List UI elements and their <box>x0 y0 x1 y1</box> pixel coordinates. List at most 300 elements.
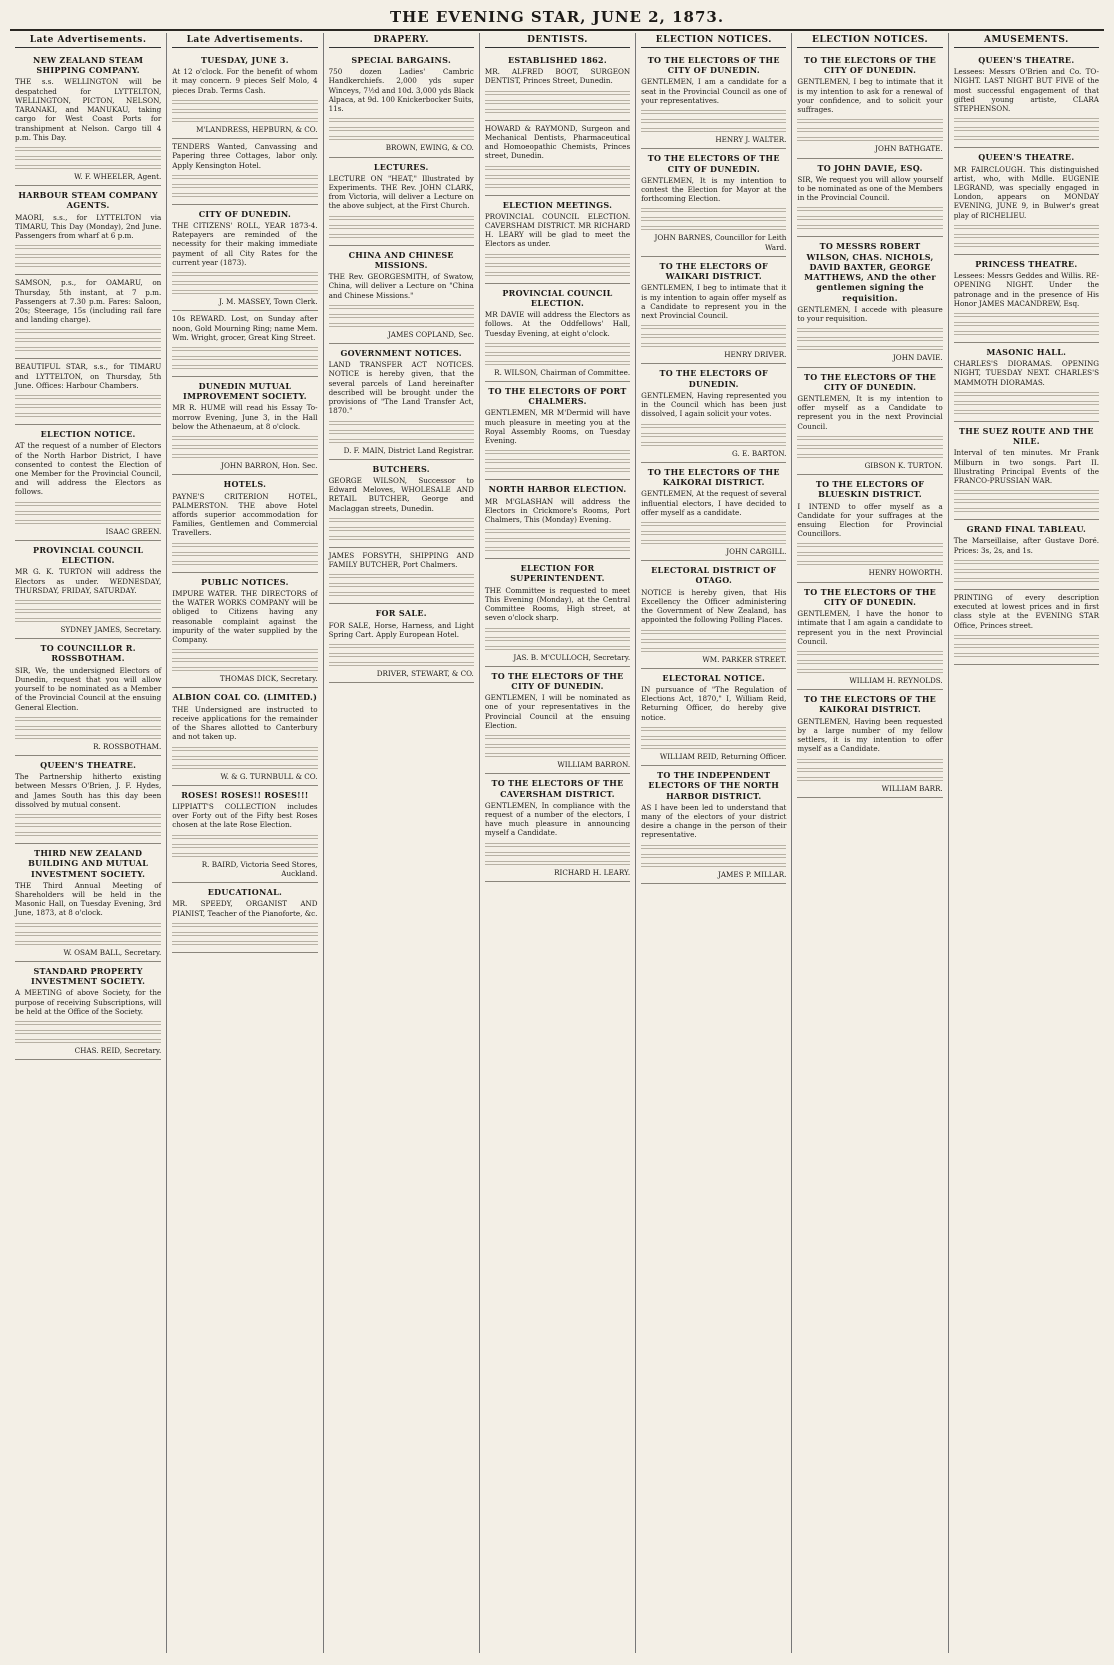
column-3 <box>323 33 479 1653</box>
ad-title: TO THE ELECTORS OF THE CAVERSHAM DISTRICT. <box>491 778 624 799</box>
text-lines <box>797 757 942 763</box>
text-lines <box>954 576 1099 582</box>
text-lines <box>329 525 474 531</box>
text-lines <box>329 312 474 318</box>
text-lines <box>15 616 161 622</box>
ad-signature: R. ROSSBOTHAM. <box>93 741 162 751</box>
columns-container <box>10 33 1104 1653</box>
text-lines <box>172 550 317 556</box>
ad-body: CHARLES'S DIORAMAS. OPENING NIGHT, TUESDAY NEXT. CHARLES'S MAMMOTH DIORAMAS. <box>953 359 1099 387</box>
ad-body: GENTLEMEN, Having represented you in the Council which has been just dissolved, I again solicit your votes. <box>641 390 787 419</box>
text-lines <box>797 550 942 556</box>
ad-title: PRINCESS THEATRE. <box>975 258 1078 269</box>
text-lines <box>15 598 161 604</box>
text-lines <box>485 527 630 533</box>
advertisement <box>172 311 317 377</box>
ad-signature: CHAS. REID, Secretary. <box>74 1046 162 1056</box>
text-lines <box>172 921 317 927</box>
ad-title: TO MESSRS ROBERT WILSON, CHAS. NICHOLS, DAVID BAXTER, GEORGE MATTHEWS, AND the other gentlemen signing the requisition. <box>804 241 936 303</box>
text-lines <box>485 742 630 748</box>
text-lines <box>15 145 161 151</box>
text-lines <box>485 644 630 650</box>
text-lines <box>797 126 942 132</box>
advertisement <box>485 284 630 382</box>
text-lines <box>485 107 630 113</box>
text-lines <box>172 763 317 769</box>
text-lines <box>172 107 317 113</box>
text-lines <box>641 538 786 544</box>
ad-title: GOVERNMENT NOTICES. <box>340 348 462 358</box>
ad-body: FOR SALE, Horse, Harness, and Light Spring Cart. Apply European Hotel. <box>328 620 474 639</box>
ad-body: The Marseillaise, after Gustave Doré. Prices: 3s, 2s, and 1s. <box>953 536 1099 555</box>
text-lines <box>172 833 317 839</box>
ad-title: TO THE ELECTORS OF PORT CHALMERS. <box>488 386 627 407</box>
advertisement <box>797 51 942 159</box>
ad-signature: THOMAS DICK, Secretary. <box>219 674 318 684</box>
column-1 <box>10 33 166 1653</box>
text-lines <box>797 326 942 332</box>
advertisement <box>797 583 942 691</box>
text-lines <box>954 134 1099 140</box>
ad-body: IMPURE WATER. THE DIRECTORS of the WATER WORKS COMPANY will be obliged to Citizens having any reasonable complaint against the impurity of the water supplied by the Company. <box>172 588 318 644</box>
text-lines <box>954 408 1099 414</box>
ad-body: GENTLEMEN, I accede with pleasure to your requisition. <box>797 304 943 324</box>
text-lines <box>172 930 317 936</box>
advertisement <box>641 257 786 365</box>
ad-signature: BROWN, EWING, & CO. <box>385 143 474 153</box>
ad-body: GENTLEMEN, In compliance with the request of a number of the electors, I have much pleasure in announcing myself a Candidate. <box>484 800 631 838</box>
ad-signature: W. OSAM BALL, Secretary. <box>63 947 162 957</box>
text-lines <box>954 320 1099 326</box>
advertisement <box>172 139 317 205</box>
text-lines <box>329 303 474 309</box>
ad-signature: J. M. MASSEY, Town Clerk. <box>219 297 318 307</box>
text-lines <box>15 336 161 342</box>
text-lines <box>15 261 161 267</box>
ad-body: PAYNE'S CRITERION HOTEL, PALMERSTON. THE above Hotel affords superior accommodation for Families, Gentlemen and Commercial Travellers. <box>172 491 318 538</box>
text-lines <box>641 431 786 437</box>
ad-body: GENTLEMEN, I am a candidate for a seat in the Provincial Council as one of your representatives. <box>641 77 787 105</box>
text-lines <box>172 270 317 276</box>
text-lines <box>172 443 317 449</box>
text-lines <box>329 134 474 140</box>
ad-body: THE Undersigned are instructed to receive applications for the remainder of the Shares allotted to Canterbury and not taken up. <box>172 704 318 742</box>
ad-body: MR FAIRCLOUGH. This distinguished artist, who, with Mdlle. EUGENIE LEGRAND, was specially engaged in London, appears on MONDAY EVENING, JUNE 9, in Bulwer's great play of RICHELIEU. <box>953 164 1099 220</box>
ad-body: GENTLEMEN, MR M'Dermid will have much pleasure in meeting you at the Royal Assembly Rooms, on Tuesday Evening. <box>484 408 631 446</box>
text-lines <box>172 754 317 760</box>
ad-body: BEAUTIFUL STAR, s.s., for TIMARU and LYTTELTON, on Thursday, 5th June. Offices: Harbour Chambers. <box>15 362 162 390</box>
ad-title: NORTH HARBOR ELECTION. <box>488 484 627 495</box>
text-lines <box>485 626 630 632</box>
ad-title: LECTURES. <box>373 161 429 172</box>
column-heading: Late Advertisements. <box>172 33 317 48</box>
text-lines <box>172 434 317 440</box>
column-6 <box>791 33 947 1653</box>
ad-body: TENDERS Wanted, Canvassing and Papering three Cottages, labor only. Apply Kensington Hotel. <box>172 142 318 170</box>
ad-body: MR M'GLASHAN will address the Electors in Crickmore's Rooms, Port Chalmers, This (Monday) Evening. <box>484 496 631 525</box>
ad-body: GENTLEMEN, At the request of several influential electors, I have decided to offer myself as a candidate. <box>641 489 787 517</box>
text-lines <box>954 399 1099 405</box>
ad-body: MR R. HUME will read his Essay To-morrow Evening, June 3, in the Hall below the Athenaeum, at 8 o'clock. <box>172 403 318 431</box>
advertisement <box>15 756 161 844</box>
text-lines <box>641 628 786 634</box>
ad-title: TO THE ELECTORS OF THE CITY OF DUNEDIN. <box>647 153 780 174</box>
text-lines <box>641 646 786 652</box>
text-lines <box>172 354 317 360</box>
text-lines <box>329 214 474 220</box>
text-lines <box>954 241 1099 247</box>
ad-title: HARBOUR STEAM COMPANY AGENTS. <box>18 190 158 211</box>
ad-signature: ISAAC GREEN. <box>105 526 162 536</box>
column-heading: Late Advertisements. <box>15 33 161 48</box>
ad-title: CITY OF DUNEDIN. <box>198 208 292 219</box>
advertisement <box>797 475 942 583</box>
ad-title: TO THE ELECTORS OF WAIKARI DISTRICT. <box>659 260 769 282</box>
ad-body: PROVINCIAL COUNCIL ELECTION. CAVERSHAM DISTRICT. MR RICHARD H. LEARY will be glad to meet the Electors as under. <box>484 211 631 249</box>
ad-title: PUBLIC NOTICES. <box>201 576 289 587</box>
text-lines <box>329 660 474 666</box>
text-lines <box>797 649 942 655</box>
text-lines <box>954 651 1099 657</box>
advertisement <box>329 246 474 344</box>
advertisement <box>641 149 786 257</box>
ad-signature: JOHN BARRON, Hon. Sec. <box>221 461 318 471</box>
ad-signature: WM. PARKER STREET. <box>702 654 787 664</box>
advertisement <box>15 639 161 756</box>
ad-body: LIPPIATT'S COLLECTION includes over Forty out of the Fifty best Roses chosen at the late Rose Election. <box>172 801 318 830</box>
ad-signature: JOHN DAVIE. <box>892 353 943 363</box>
ad-title: ESTABLISHED 1862. <box>507 55 608 65</box>
text-lines <box>15 939 161 945</box>
text-lines <box>797 452 942 458</box>
ad-body: GENTLEMEN, Having been requested by a large number of my fellow settlers, it is my intention to offer myself as a Candidate. <box>797 716 943 754</box>
text-lines <box>485 341 630 347</box>
text-lines <box>172 745 317 751</box>
text-lines <box>485 89 630 95</box>
advertisement <box>329 460 474 548</box>
column-4 <box>479 33 635 1653</box>
advertisement <box>172 205 317 312</box>
text-lines <box>15 921 161 927</box>
text-lines <box>172 452 317 458</box>
text-lines <box>329 428 474 434</box>
text-lines <box>15 1019 161 1025</box>
advertisement <box>485 51 630 121</box>
text-lines <box>172 173 317 179</box>
column-heading: DENTISTS. <box>485 33 630 48</box>
advertisement <box>954 422 1099 520</box>
ad-signature: JAMES P. MILLAR. <box>717 869 787 879</box>
advertisement <box>797 690 942 798</box>
text-lines <box>329 534 474 540</box>
text-lines <box>329 437 474 443</box>
text-lines <box>954 223 1099 229</box>
advertisement <box>797 237 942 367</box>
ad-body: At 12 o'clock. For the benefit of whom it may concern. 9 pieces Self Molo, 4 pieces Drab. Terms Cash. <box>172 67 318 95</box>
text-lines <box>485 448 630 454</box>
text-lines <box>485 359 630 365</box>
text-lines <box>485 859 630 865</box>
ad-title: ELECTION FOR SUPERINTENDENT. <box>510 563 605 584</box>
ad-body: GEORGE WILSON, Successor to Edward Meloves, WHOLESALE AND RETAIL BUTCHER, George and Maclaggan streets, Dunedin. <box>328 476 474 513</box>
advertisement <box>15 844 161 962</box>
text-lines <box>641 224 786 230</box>
advertisement <box>641 51 786 149</box>
text-lines <box>797 559 942 565</box>
text-lines <box>15 243 161 249</box>
text-lines <box>641 440 786 446</box>
text-lines <box>172 279 317 285</box>
advertisement <box>485 121 630 196</box>
advertisement <box>485 480 630 559</box>
ad-title: DUNEDIN MUTUAL IMPROVEMENT SOCIETY. <box>183 380 307 402</box>
text-lines <box>329 590 474 596</box>
ad-signature: WILLIAM BARRON. <box>557 760 631 770</box>
page-title: THE EVENING STAR, JUNE 2, 1873. <box>10 8 1104 31</box>
ad-body: The Partnership hitherto existing between Messrs O'Brien, J. F. Hydes, and James South has this day been dissolved by mutual consent. <box>15 772 162 809</box>
text-lines <box>329 516 474 522</box>
text-lines <box>172 288 317 294</box>
text-lines <box>15 252 161 258</box>
text-lines <box>172 647 317 653</box>
text-lines <box>15 154 161 160</box>
text-lines <box>329 651 474 657</box>
text-lines <box>172 939 317 945</box>
advertisement <box>641 766 786 884</box>
ad-title: TUESDAY, JUNE 3. <box>200 55 289 65</box>
ad-title: QUEEN'S THEATRE. <box>978 152 1075 163</box>
text-lines <box>15 1037 161 1043</box>
ad-body: JAMES FORSYTH, SHIPPING AND FAMILY BUTCHER, Port Chalmers. <box>328 550 474 570</box>
ad-signature: JOHN BARNES, Councillor for Leith Ward. <box>654 233 787 252</box>
ad-title: THIRD NEW ZEALAND BUILDING AND MUTUAL INVESTMENT SOCIETY. <box>28 848 149 879</box>
ad-title: STANDARD PROPERTY INVESTMENT SOCIETY. <box>31 965 146 987</box>
text-lines <box>797 541 942 547</box>
ad-signature: RICHARD H. LEARY. <box>554 867 631 877</box>
text-lines <box>641 206 786 212</box>
advertisement <box>641 463 786 561</box>
ad-body: GENTLEMEN, It is my intention to offer myself as a Candidate to represent you in the next Provincial Council. <box>797 393 943 431</box>
text-lines <box>797 205 942 211</box>
ad-body: IN pursuance of "The Regulation of Elections Act, 1870," I, William Reid, Returning Officer, do hereby give notice. <box>641 684 787 722</box>
ad-title: THE SUEZ ROUTE AND THE NILE. <box>958 425 1094 447</box>
ad-body: Interval of ten minutes. Mr Frank Milburn in two songs. Part II. Illustrating Principal Events of the FRANCO-PRUSSIAN WAR. <box>953 448 1099 485</box>
advertisement <box>954 590 1099 665</box>
text-lines <box>15 607 161 613</box>
ad-body: AT the request of a number of Electors of the North Harbor District, I have consented to contest the Election of one Member for the Provincial Council, and will address the Electors as follows. <box>15 441 162 497</box>
text-lines <box>485 457 630 463</box>
text-lines <box>15 812 161 818</box>
text-lines <box>954 116 1099 122</box>
text-lines <box>15 500 161 506</box>
advertisement <box>641 669 786 766</box>
advertisement <box>172 786 317 883</box>
ad-signature: WILLIAM REID, Returning Officer. <box>659 751 787 761</box>
text-lines <box>15 1028 161 1034</box>
ad-body: GENTLEMEN, I beg to intimate that it is my intention to again offer myself as a Candidate to represent you in the next Provincial Council. <box>641 283 787 321</box>
advertisement <box>954 255 1099 343</box>
text-lines <box>329 642 474 648</box>
ad-title: PROVINCIAL COUNCIL ELECTION. <box>502 287 613 308</box>
column-heading: ELECTION NOTICES. <box>641 33 786 48</box>
text-lines <box>15 733 161 739</box>
text-lines <box>172 851 317 857</box>
text-lines <box>954 488 1099 494</box>
text-lines <box>485 751 630 757</box>
text-lines <box>15 163 161 169</box>
text-lines <box>954 633 1099 639</box>
ad-body: 750 dozen Ladies' Cambric Handkerchiefs. 2,000 yds super Winceys, 7½d and 10d. 3,000 yds Black Alpaca, at 9d. 100 Knickerbocker Suits, 11s. <box>328 67 474 114</box>
text-lines <box>15 327 161 333</box>
advertisement <box>329 548 474 604</box>
text-lines <box>641 332 786 338</box>
text-lines <box>641 108 786 114</box>
advertisement <box>485 667 630 775</box>
text-lines <box>485 635 630 641</box>
text-lines <box>15 345 161 351</box>
text-lines <box>172 98 317 104</box>
ad-title: QUEEN'S THEATRE. <box>40 759 137 770</box>
ad-title: TO JOHN DAVIE, ESQ. <box>817 162 923 173</box>
ad-title: TO THE INDEPENDENT ELECTORS OF THE NORTH HARBOR DISTRICT. <box>648 770 780 801</box>
ad-body: I INTEND to offer myself as a Candidate for your suffrages at the ensuing Election for Provincial Councillors. <box>797 501 943 539</box>
text-lines <box>15 411 161 417</box>
text-lines <box>485 182 630 188</box>
ad-title: TO THE ELECTORS OF THE CITY OF DUNEDIN. <box>491 670 624 692</box>
ad-title: NEW ZEALAND STEAM SHIPPING COMPANY. <box>33 55 144 76</box>
ad-title: ELECTION MEETINGS. <box>502 199 613 210</box>
advertisement <box>954 520 1099 590</box>
ad-body: PRINTING of every description executed at lowest prices and in first class style at the EVENING STAR Office, Princes street. <box>953 592 1099 630</box>
text-lines <box>329 581 474 587</box>
text-lines <box>954 311 1099 317</box>
text-lines <box>954 390 1099 396</box>
text-lines <box>797 775 942 781</box>
ad-body: MAORI, s.s., for LYTTELTON via TIMARU, This Day (Monday), 2nd June. Passengers from wharf at 6 p.m. <box>15 212 162 241</box>
text-lines <box>641 422 786 428</box>
text-lines <box>641 743 786 749</box>
column-heading: ELECTION NOTICES. <box>797 33 942 48</box>
ad-body: THE Committee is requested to meet This Evening (Monday), at the Central Committee Rooms, High street, at seven o'clock sharp. <box>484 585 631 623</box>
ad-body: SIR, We, the undersigned Electors of Dunedin, request that you will allow yourself to be nominated as a Member of the Provincial Council at the ensuing General Election. <box>15 665 162 712</box>
ad-signature: W. & G. TURNBULL & CO. <box>220 771 318 781</box>
text-lines <box>797 223 942 229</box>
text-lines <box>485 733 630 739</box>
ad-title: ELECTORAL NOTICE. <box>662 672 766 683</box>
text-lines <box>485 270 630 276</box>
ad-signature: R. WILSON, Chairman of Committee. <box>494 367 631 377</box>
ad-title: TO THE ELECTORS OF THE CITY OF DUNEDIN. <box>647 55 780 76</box>
column-heading: AMUSEMENTS. <box>954 33 1099 48</box>
ad-body: THE s.s. WELLINGTON will be despatched for LYTTELTON, WELLINGTON, PICTON, NELSON, TARANAKI, and MANUKAU, taking cargo for West Coast Ports for transhipment at Nelson. Cargo till 4 p.m. This Day. <box>15 77 162 142</box>
ad-title: TO THE ELECTORS OF BLUESKIN DISTRICT. <box>815 479 925 500</box>
ad-signature: HENRY HOWORTH. <box>868 568 943 578</box>
ad-body: SAMSON, p.s., for OAMARU, on Thursday, 5th instant, at 7 p.m. Passengers at 7.30 p.m. Fares: Saloon, 20s; Steerage, 15s (including rail fare and landing charge). <box>15 278 162 325</box>
text-lines <box>641 323 786 329</box>
text-lines <box>797 434 942 440</box>
ad-body: MR. SPEEDY, ORGANIST AND PIANIST, Teacher of the Pianoforte, &c. <box>172 899 318 918</box>
text-lines <box>329 572 474 578</box>
ad-signature: JOHN CARGILL. <box>726 546 787 556</box>
ad-title: TO THE ELECTORS OF THE KAIKORAI DISTRICT. <box>647 466 780 488</box>
ad-title: TO COUNCILLOR R. ROSSBOTHAM. <box>40 643 136 664</box>
advertisement <box>172 883 317 953</box>
text-lines <box>172 182 317 188</box>
text-lines <box>797 658 942 664</box>
ad-body: GENTLEMEN, I beg to intimate that it is my intention to ask for a renewal of your confidence, and to solicit your suffrages. <box>797 77 943 115</box>
ad-signature: HENRY DRIVER. <box>724 350 787 360</box>
ad-signature: JAS. B. M'CULLOCH, Secretary. <box>513 652 631 662</box>
advertisement <box>15 541 161 639</box>
advertisement <box>485 196 630 284</box>
text-lines <box>485 466 630 472</box>
text-lines <box>641 843 786 849</box>
text-lines <box>172 559 317 565</box>
ad-body: LAND TRANSFER ACT NOTICES. NOTICE is hereby given, that the several parcels of Land hereinafter described will be brought under the provisions of "The Land Transfer Act, 1870." <box>328 360 474 416</box>
advertisement <box>641 561 786 669</box>
text-lines <box>641 861 786 867</box>
ad-signature: R. BAIRD, Victoria Seed Stores, Auckland. <box>201 859 318 878</box>
text-lines <box>797 117 942 123</box>
ad-title: ELECTION NOTICE. <box>40 429 136 440</box>
ad-title: ROSES! ROSES!! ROSES!!! <box>181 789 309 800</box>
text-lines <box>797 135 942 141</box>
text-lines <box>329 116 474 122</box>
ad-signature: JOHN BATHGATE. <box>875 144 943 154</box>
ad-title: QUEEN'S THEATRE. <box>978 55 1075 65</box>
ad-body: A MEETING of above Society, for the purpose of receiving Subscriptions, will be held at the Office of the Society. <box>15 988 162 1016</box>
ad-body: THE Rev. GEORGESMITH, of Swatow, China, will deliver a Lecture on "China and Chinese Missions." <box>328 272 474 300</box>
ad-body: SIR, We request you will allow yourself to be nominated as one of the Members in the Provincial Council. <box>797 174 943 203</box>
text-lines <box>15 930 161 936</box>
ad-body: MR DAVIE will address the Electors as follows. At the Oddfellows' Hall, Tuesday Evening, at eight o'clock. <box>484 310 631 338</box>
text-lines <box>15 724 161 730</box>
ad-title: CHINA AND CHINESE MISSIONS. <box>348 249 454 270</box>
ad-title: SPECIAL BARGAINS. <box>351 55 452 65</box>
ad-title: TO THE ELECTORS OF THE CITY OF DUNEDIN. <box>804 55 937 76</box>
text-lines <box>954 558 1099 564</box>
ad-body: NOTICE is hereby given, that His Excellency the Officer administering the Government of New Zealand, has appointed the following Polling Places. <box>641 587 787 625</box>
advertisement <box>954 51 1099 148</box>
text-lines <box>485 841 630 847</box>
advertisement <box>172 688 317 785</box>
text-lines <box>172 345 317 351</box>
ad-signature: G. E. BARTON. <box>731 448 787 458</box>
text-lines <box>641 126 786 132</box>
text-lines <box>954 329 1099 335</box>
text-lines <box>329 321 474 327</box>
advertisement <box>797 159 942 238</box>
text-lines <box>954 497 1099 503</box>
advertisement <box>15 186 161 275</box>
ad-body: MR G. K. TURTON will address the Electors as under. WEDNESDAY, THURSDAY, FRIDAY, SATURDAY. <box>15 567 162 595</box>
text-lines <box>15 715 161 721</box>
text-lines <box>329 419 474 425</box>
ad-title: PROVINCIAL COUNCIL ELECTION. <box>33 544 144 566</box>
ad-signature: GIBSON K. TURTON. <box>864 460 943 470</box>
advertisement <box>329 604 474 683</box>
advertisement <box>954 343 1099 422</box>
advertisement <box>172 573 317 689</box>
advertisement <box>15 962 161 1060</box>
ad-body: THE CITIZENS' ROLL, YEAR 1873-4. Ratepayers are reminded of the necessity for their making immediate payment of all City Rates for the current year (1873). <box>172 221 318 267</box>
ad-signature: DRIVER, STEWART, & CO. <box>376 668 474 678</box>
text-lines <box>641 637 786 643</box>
text-lines <box>485 350 630 356</box>
advertisement <box>329 51 474 158</box>
advertisement <box>485 382 630 480</box>
text-lines <box>641 520 786 526</box>
